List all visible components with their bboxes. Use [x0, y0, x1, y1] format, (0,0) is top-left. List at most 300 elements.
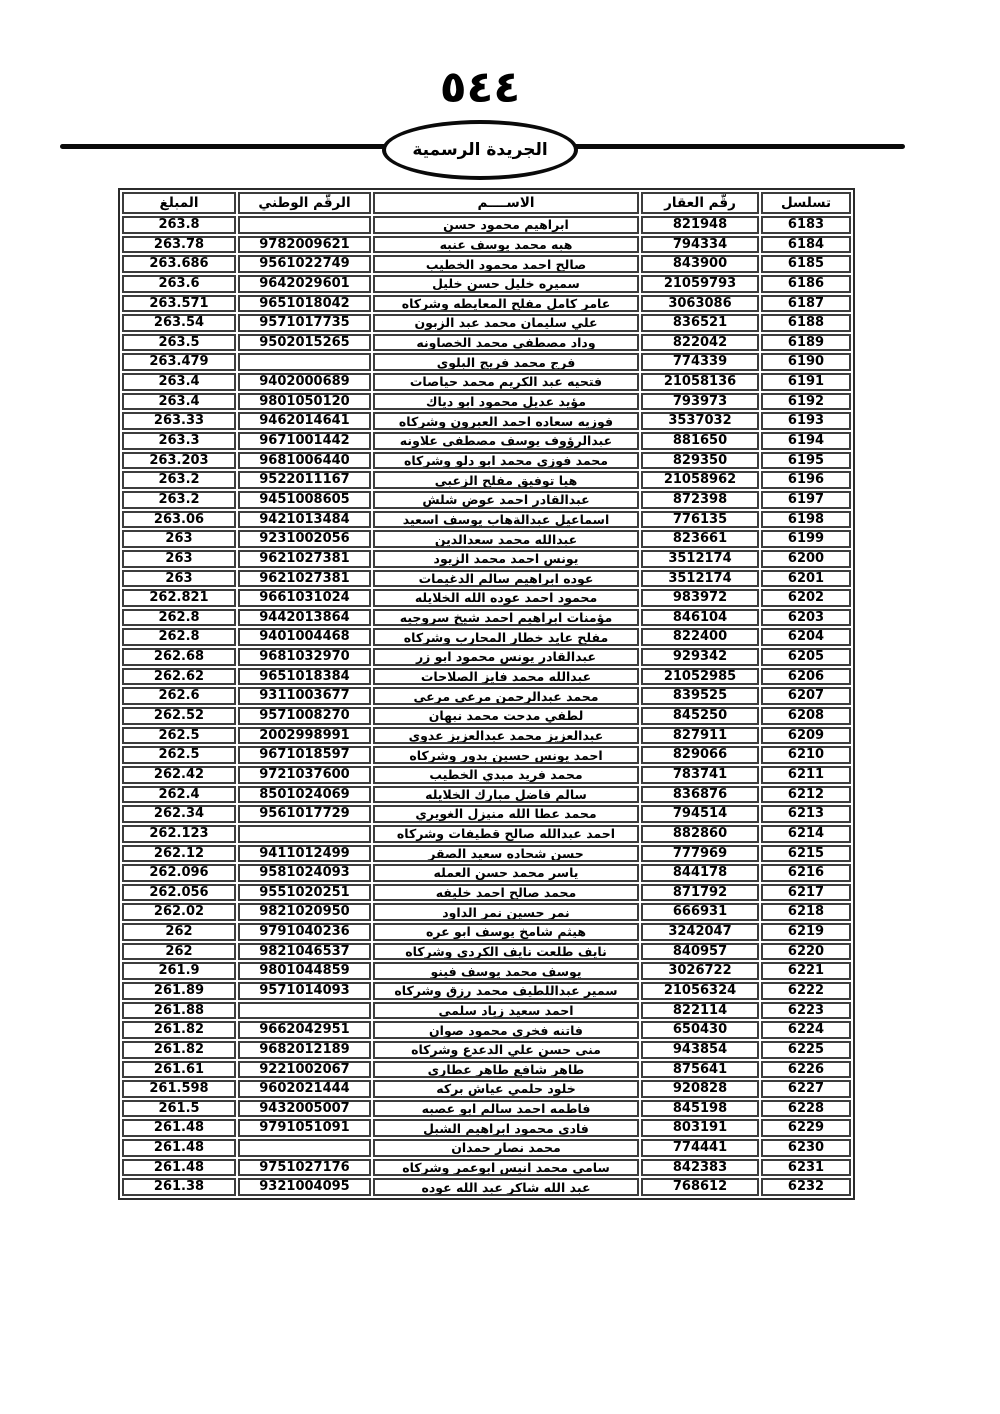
table-row — [122, 511, 851, 529]
cell-serial: 6203 — [761, 609, 851, 627]
cell-national-id: 9442013864 — [238, 609, 371, 627]
cell-serial: 6189 — [761, 334, 851, 352]
cell-serial: 6210 — [761, 746, 851, 764]
table-row — [122, 275, 851, 293]
cell-serial: 6190 — [761, 353, 851, 371]
cell-serial: 6201 — [761, 570, 851, 588]
cell-national-id: 9682012189 — [238, 1041, 371, 1059]
cell-national-id: 9502015265 — [238, 334, 371, 352]
cell-name: سمير عبداللطيف محمد رزق وشركاه — [373, 982, 639, 1000]
cell-amount: 262.821 — [122, 589, 236, 607]
cell-serial: 6209 — [761, 727, 851, 745]
table-row — [122, 530, 851, 548]
cell-property-number: 829066 — [641, 746, 759, 764]
cell-name: محمد صالح احمد خليفه — [373, 884, 639, 902]
cell-serial: 6230 — [761, 1139, 851, 1157]
cell-name: يوسف محمد يوسف فينو — [373, 962, 639, 980]
table-row — [122, 295, 851, 313]
table-row — [122, 393, 851, 411]
cell-serial: 6194 — [761, 432, 851, 450]
cell-national-id: 9791040236 — [238, 923, 371, 941]
cell-serial: 6206 — [761, 668, 851, 686]
cell-serial: 6204 — [761, 628, 851, 646]
cell-name: مؤمنات ابراهيم احمد شيخ سروجيه — [373, 609, 639, 627]
cell-name: نمر حسين نمر الداود — [373, 903, 639, 921]
cell-name: محمود احمد عوده الله الخلايله — [373, 589, 639, 607]
table-row — [122, 845, 851, 863]
cell-serial: 6215 — [761, 845, 851, 863]
cell-name: احمد سعيد زياد سلمي — [373, 1002, 639, 1020]
cell-property-number: 774441 — [641, 1139, 759, 1157]
cell-serial: 6184 — [761, 236, 851, 254]
table-row — [122, 432, 851, 450]
cell-serial: 6192 — [761, 393, 851, 411]
cell-amount: 263.4 — [122, 373, 236, 391]
table-row — [122, 236, 851, 254]
cell-name: خلود حلمي عياش بركه — [373, 1080, 639, 1098]
cell-serial: 6205 — [761, 648, 851, 666]
col-header-national-id: الرقّم الوطني — [238, 192, 371, 214]
table-row — [122, 334, 851, 352]
table-row — [122, 864, 851, 882]
table-row — [122, 962, 851, 980]
cell-name: عبدالله محمد سعدالدين — [373, 530, 639, 548]
cell-amount: 261.9 — [122, 962, 236, 980]
cell-national-id: 8501024069 — [238, 786, 371, 804]
cell-national-id: 9721037600 — [238, 766, 371, 784]
cell-amount: 261.89 — [122, 982, 236, 1000]
cell-serial: 6207 — [761, 687, 851, 705]
cell-name: هيا توفيق مفلح الزعبي — [373, 471, 639, 489]
cell-serial: 6216 — [761, 864, 851, 882]
cell-amount: 262.68 — [122, 648, 236, 666]
col-header-amount: المبلغ — [122, 192, 236, 214]
table-row — [122, 687, 851, 705]
cell-name: فوزيه سعاده احمد العبرون وشركاه — [373, 412, 639, 430]
cell-serial: 6219 — [761, 923, 851, 941]
cell-national-id: 9662042951 — [238, 1021, 371, 1039]
table-body — [122, 216, 851, 1196]
cell-name: ابراهيم محمود حسن — [373, 216, 639, 234]
cell-property-number: 776135 — [641, 511, 759, 529]
cell-national-id — [238, 353, 371, 371]
cell-property-number: 843900 — [641, 255, 759, 273]
cell-property-number: 822042 — [641, 334, 759, 352]
cell-national-id: 9401004468 — [238, 628, 371, 646]
cell-amount: 261.88 — [122, 1002, 236, 1020]
cell-name: اسماعيل عبدالةهاب يوسف اسعيد — [373, 511, 639, 529]
col-header-name: الاســــم — [373, 192, 639, 214]
cell-property-number: 829350 — [641, 452, 759, 470]
cell-property-number: 3026722 — [641, 962, 759, 980]
cell-amount: 262.34 — [122, 805, 236, 823]
cell-amount: 263.479 — [122, 353, 236, 371]
cell-name: احمد عبدالله صالح قطيفات وشركاه — [373, 825, 639, 843]
table-header-row — [122, 192, 851, 214]
cell-amount: 263.6 — [122, 275, 236, 293]
cell-name: علي سليمان محمد عبد الزبون — [373, 314, 639, 332]
cell-national-id — [238, 1002, 371, 1020]
table-row — [122, 1100, 851, 1118]
cell-amount: 262.4 — [122, 786, 236, 804]
cell-serial: 6232 — [761, 1178, 851, 1196]
cell-national-id: 9651018384 — [238, 668, 371, 686]
cell-amount: 261.61 — [122, 1061, 236, 1079]
cell-name: عبدالله محمد فايز الصلاحات — [373, 668, 639, 686]
table-row — [122, 491, 851, 509]
cell-amount: 263.8 — [122, 216, 236, 234]
cell-name: محمد عطا الله منيزل الغويري — [373, 805, 639, 823]
records-table — [118, 188, 855, 1200]
cell-national-id: 9671018597 — [238, 746, 371, 764]
cell-serial: 6199 — [761, 530, 851, 548]
cell-serial: 6211 — [761, 766, 851, 784]
cell-property-number: 846104 — [641, 609, 759, 627]
cell-property-number: 822114 — [641, 1002, 759, 1020]
table-row — [122, 903, 851, 921]
cell-national-id: 9791051091 — [238, 1119, 371, 1137]
cell-property-number: 920828 — [641, 1080, 759, 1098]
cell-property-number: 881650 — [641, 432, 759, 450]
col-header-serial: تسلسل — [761, 192, 851, 214]
cell-property-number: 794514 — [641, 805, 759, 823]
cell-amount: 262.62 — [122, 668, 236, 686]
cell-amount: 261.598 — [122, 1080, 236, 1098]
cell-serial: 6197 — [761, 491, 851, 509]
cell-national-id: 9571014093 — [238, 982, 371, 1000]
cell-property-number: 844178 — [641, 864, 759, 882]
cell-property-number: 845250 — [641, 707, 759, 725]
cell-amount: 262.123 — [122, 825, 236, 843]
cell-name: عبد الله شاكر عبد الله عوده — [373, 1178, 639, 1196]
cell-name: عبدالرؤوف يوسف مصطفى علاونه — [373, 432, 639, 450]
cell-national-id: 9821020950 — [238, 903, 371, 921]
cell-national-id: 9421013484 — [238, 511, 371, 529]
cell-national-id: 9311003677 — [238, 687, 371, 705]
cell-serial: 6183 — [761, 216, 851, 234]
cell-amount: 263.686 — [122, 255, 236, 273]
cell-name: محمد فريد مبدي الخطيب — [373, 766, 639, 784]
table-row — [122, 412, 851, 430]
cell-national-id: 9561017729 — [238, 805, 371, 823]
cell-national-id: 9522011167 — [238, 471, 371, 489]
cell-amount: 263.571 — [122, 295, 236, 313]
table-row — [122, 314, 851, 332]
cell-amount: 262.056 — [122, 884, 236, 902]
cell-amount: 262.096 — [122, 864, 236, 882]
table-row — [122, 727, 851, 745]
cell-name: سميره خليل حسن خليل — [373, 275, 639, 293]
cell-national-id: 9602021444 — [238, 1080, 371, 1098]
table-row — [122, 255, 851, 273]
cell-name: هبه محمد يوسف عنبه — [373, 236, 639, 254]
cell-property-number: 21058136 — [641, 373, 759, 391]
cell-serial: 6188 — [761, 314, 851, 332]
cell-national-id: 9321004095 — [238, 1178, 371, 1196]
cell-property-number: 774339 — [641, 353, 759, 371]
cell-property-number: 822400 — [641, 628, 759, 646]
cell-national-id: 9681032970 — [238, 648, 371, 666]
cell-national-id — [238, 1139, 371, 1157]
cell-name: فتحيه عبد الكريم محمد حياصات — [373, 373, 639, 391]
cell-amount: 262.42 — [122, 766, 236, 784]
cell-name: نايف طلعت نايف الكردي وشركاه — [373, 943, 639, 961]
cell-name: عوده ابراهيم سالم الدغيمات — [373, 570, 639, 588]
cell-property-number: 768612 — [641, 1178, 759, 1196]
cell-national-id: 9571017735 — [238, 314, 371, 332]
table-row — [122, 471, 851, 489]
gazette-title: الجريدة الرسمية — [412, 140, 548, 160]
cell-amount: 261.48 — [122, 1159, 236, 1177]
cell-amount: 263.54 — [122, 314, 236, 332]
cell-name: عبدالقادر احمد عوض شلش — [373, 491, 639, 509]
cell-name: عامر كامل مفلح المعايطه وشركاه — [373, 295, 639, 313]
cell-amount: 263.06 — [122, 511, 236, 529]
cell-serial: 6191 — [761, 373, 851, 391]
table-row — [122, 1021, 851, 1039]
cell-name: فاتنه فخري محمود صوان — [373, 1021, 639, 1039]
cell-property-number: 3537032 — [641, 412, 759, 430]
cell-amount: 262.5 — [122, 727, 236, 745]
table-row — [122, 452, 851, 470]
cell-serial: 6227 — [761, 1080, 851, 1098]
cell-amount: 263.203 — [122, 452, 236, 470]
cell-national-id: 9571008270 — [238, 707, 371, 725]
cell-property-number: 21058962 — [641, 471, 759, 489]
cell-serial: 6186 — [761, 275, 851, 293]
cell-amount: 262.8 — [122, 628, 236, 646]
cell-amount: 261.82 — [122, 1021, 236, 1039]
cell-national-id: 9621027381 — [238, 550, 371, 568]
cell-amount: 263.78 — [122, 236, 236, 254]
cell-property-number: 943854 — [641, 1041, 759, 1059]
cell-amount: 263.2 — [122, 471, 236, 489]
table-row — [122, 628, 851, 646]
table-row — [122, 1041, 851, 1059]
cell-name: فاطمه احمد سالم ابو عصبه — [373, 1100, 639, 1118]
cell-national-id: 2002998991 — [238, 727, 371, 745]
cell-property-number: 836521 — [641, 314, 759, 332]
cell-national-id — [238, 825, 371, 843]
cell-property-number: 650430 — [641, 1021, 759, 1039]
table-row — [122, 982, 851, 1000]
cell-property-number: 21056324 — [641, 982, 759, 1000]
table-row — [122, 648, 851, 666]
cell-name: محمد عبدالرحمن مرعي مرعي — [373, 687, 639, 705]
cell-national-id: 9751027176 — [238, 1159, 371, 1177]
cell-amount: 261.48 — [122, 1139, 236, 1157]
cell-amount: 261.5 — [122, 1100, 236, 1118]
cell-amount: 262 — [122, 943, 236, 961]
cell-property-number: 21052985 — [641, 668, 759, 686]
cell-serial: 6200 — [761, 550, 851, 568]
table-row — [122, 1061, 851, 1079]
cell-name: سالم فاضل مبارك الخلايله — [373, 786, 639, 804]
cell-serial: 6196 — [761, 471, 851, 489]
cell-national-id: 9462014641 — [238, 412, 371, 430]
cell-name: محمد فوزي محمد ابو دلو وشركاه — [373, 452, 639, 470]
cell-national-id: 9801044859 — [238, 962, 371, 980]
gazette-title-badge — [382, 120, 578, 180]
cell-national-id: 9451008605 — [238, 491, 371, 509]
cell-property-number: 821948 — [641, 216, 759, 234]
cell-amount: 263.3 — [122, 432, 236, 450]
cell-amount: 263 — [122, 530, 236, 548]
cell-serial: 6218 — [761, 903, 851, 921]
cell-property-number: 929342 — [641, 648, 759, 666]
table-row — [122, 884, 851, 902]
table-row — [122, 943, 851, 961]
table-row — [122, 746, 851, 764]
cell-amount: 262.12 — [122, 845, 236, 863]
cell-property-number: 840957 — [641, 943, 759, 961]
cell-amount: 263 — [122, 550, 236, 568]
cell-name: هيثم شامخ يوسف ابو عره — [373, 923, 639, 941]
cell-property-number: 983972 — [641, 589, 759, 607]
cell-property-number: 836876 — [641, 786, 759, 804]
cell-name: يونس احمد محمد الزيود — [373, 550, 639, 568]
cell-national-id: 9681006440 — [238, 452, 371, 470]
table-row — [122, 1119, 851, 1137]
cell-serial: 6222 — [761, 982, 851, 1000]
cell-property-number: 783741 — [641, 766, 759, 784]
cell-name: ياسر محمد حسن العمله — [373, 864, 639, 882]
cell-property-number: 842383 — [641, 1159, 759, 1177]
cell-name: طاهر شافع طاهر عطاري — [373, 1061, 639, 1079]
cell-amount: 261.38 — [122, 1178, 236, 1196]
cell-name: عبدالعزيز محمد عبدالعزيز عدوي — [373, 727, 639, 745]
cell-amount: 262 — [122, 923, 236, 941]
cell-national-id — [238, 216, 371, 234]
cell-name: لطفي مدحت محمد نبهان — [373, 707, 639, 725]
cell-serial: 6228 — [761, 1100, 851, 1118]
cell-national-id: 9402000689 — [238, 373, 371, 391]
cell-amount: 263.2 — [122, 491, 236, 509]
table-row — [122, 923, 851, 941]
cell-property-number: 882860 — [641, 825, 759, 843]
cell-name: مؤيد عديل محمود ابو دياك — [373, 393, 639, 411]
cell-name: حسن شحاده سعيد الصقر — [373, 845, 639, 863]
cell-amount: 263 — [122, 570, 236, 588]
cell-amount: 261.82 — [122, 1041, 236, 1059]
cell-serial: 6221 — [761, 962, 851, 980]
cell-amount: 262.8 — [122, 609, 236, 627]
cell-national-id: 9671001442 — [238, 432, 371, 450]
cell-serial: 6202 — [761, 589, 851, 607]
cell-serial: 6214 — [761, 825, 851, 843]
cell-amount: 263.5 — [122, 334, 236, 352]
cell-property-number: 823661 — [641, 530, 759, 548]
cell-serial: 6187 — [761, 295, 851, 313]
table-row — [122, 786, 851, 804]
cell-serial: 6220 — [761, 943, 851, 961]
cell-property-number: 871792 — [641, 884, 759, 902]
cell-serial: 6208 — [761, 707, 851, 725]
cell-national-id: 9231002056 — [238, 530, 371, 548]
cell-amount: 263.33 — [122, 412, 236, 430]
table-row — [122, 373, 851, 391]
cell-name: محمد نصار حمدان — [373, 1139, 639, 1157]
cell-serial: 6225 — [761, 1041, 851, 1059]
table-row — [122, 609, 851, 627]
cell-national-id: 9551020251 — [238, 884, 371, 902]
cell-amount: 261.48 — [122, 1119, 236, 1137]
cell-serial: 6229 — [761, 1119, 851, 1137]
cell-amount: 263.4 — [122, 393, 236, 411]
cell-national-id: 9411012499 — [238, 845, 371, 863]
cell-name: وداد مصطفى محمد الخصاونه — [373, 334, 639, 352]
cell-national-id: 9581024093 — [238, 864, 371, 882]
col-header-property-number: رقّم العقار — [641, 192, 759, 214]
table-row — [122, 766, 851, 784]
cell-national-id: 9661031024 — [238, 589, 371, 607]
table-row — [122, 550, 851, 568]
cell-serial: 6213 — [761, 805, 851, 823]
cell-national-id: 9821046537 — [238, 943, 371, 961]
table-row — [122, 707, 851, 725]
cell-property-number: 3512174 — [641, 570, 759, 588]
cell-serial: 6212 — [761, 786, 851, 804]
cell-serial: 6224 — [761, 1021, 851, 1039]
cell-national-id: 9801050120 — [238, 393, 371, 411]
table-row — [122, 1178, 851, 1196]
cell-name: عبدالقادر يونس محمود ابو زر — [373, 648, 639, 666]
cell-amount: 262.6 — [122, 687, 236, 705]
table-row — [122, 570, 851, 588]
table-row — [122, 353, 851, 371]
cell-national-id: 9432005007 — [238, 1100, 371, 1118]
table-row — [122, 805, 851, 823]
cell-property-number: 777969 — [641, 845, 759, 863]
cell-property-number: 3512174 — [641, 550, 759, 568]
cell-serial: 6185 — [761, 255, 851, 273]
cell-name: فرج محمد فريج البلوي — [373, 353, 639, 371]
cell-property-number: 827911 — [641, 727, 759, 745]
cell-property-number: 872398 — [641, 491, 759, 509]
cell-serial: 6195 — [761, 452, 851, 470]
cell-amount: 262.5 — [122, 746, 236, 764]
table-row — [122, 825, 851, 843]
cell-property-number: 845198 — [641, 1100, 759, 1118]
cell-serial: 6198 — [761, 511, 851, 529]
cell-property-number: 794334 — [641, 236, 759, 254]
cell-property-number: 21059793 — [641, 275, 759, 293]
cell-property-number: 803191 — [641, 1119, 759, 1137]
cell-serial: 6226 — [761, 1061, 851, 1079]
table-row — [122, 1139, 851, 1157]
cell-property-number: 3063086 — [641, 295, 759, 313]
cell-serial: 6193 — [761, 412, 851, 430]
cell-serial: 6223 — [761, 1002, 851, 1020]
cell-property-number: 793973 — [641, 393, 759, 411]
cell-serial: 6231 — [761, 1159, 851, 1177]
cell-property-number: 3242047 — [641, 923, 759, 941]
cell-name: احمد يونس حسين بدور وشركاه — [373, 746, 639, 764]
cell-name: سامي محمد انيس ابوعمر وشركاه — [373, 1159, 639, 1177]
cell-serial: 6217 — [761, 884, 851, 902]
cell-national-id: 9782009621 — [238, 236, 371, 254]
cell-name: منى حسن علي الدعدع وشركاه — [373, 1041, 639, 1059]
table-row — [122, 1159, 851, 1177]
cell-property-number: 839525 — [641, 687, 759, 705]
cell-national-id: 9221002067 — [238, 1061, 371, 1079]
cell-name: صالح احمد محمود الخطيب — [373, 255, 639, 273]
cell-amount: 262.52 — [122, 707, 236, 725]
cell-name: فادي محمود ابراهيم الشبل — [373, 1119, 639, 1137]
cell-national-id: 9561022749 — [238, 255, 371, 273]
cell-name: مفلح عايد خطار المحارب وشركاه — [373, 628, 639, 646]
table-row — [122, 1080, 851, 1098]
